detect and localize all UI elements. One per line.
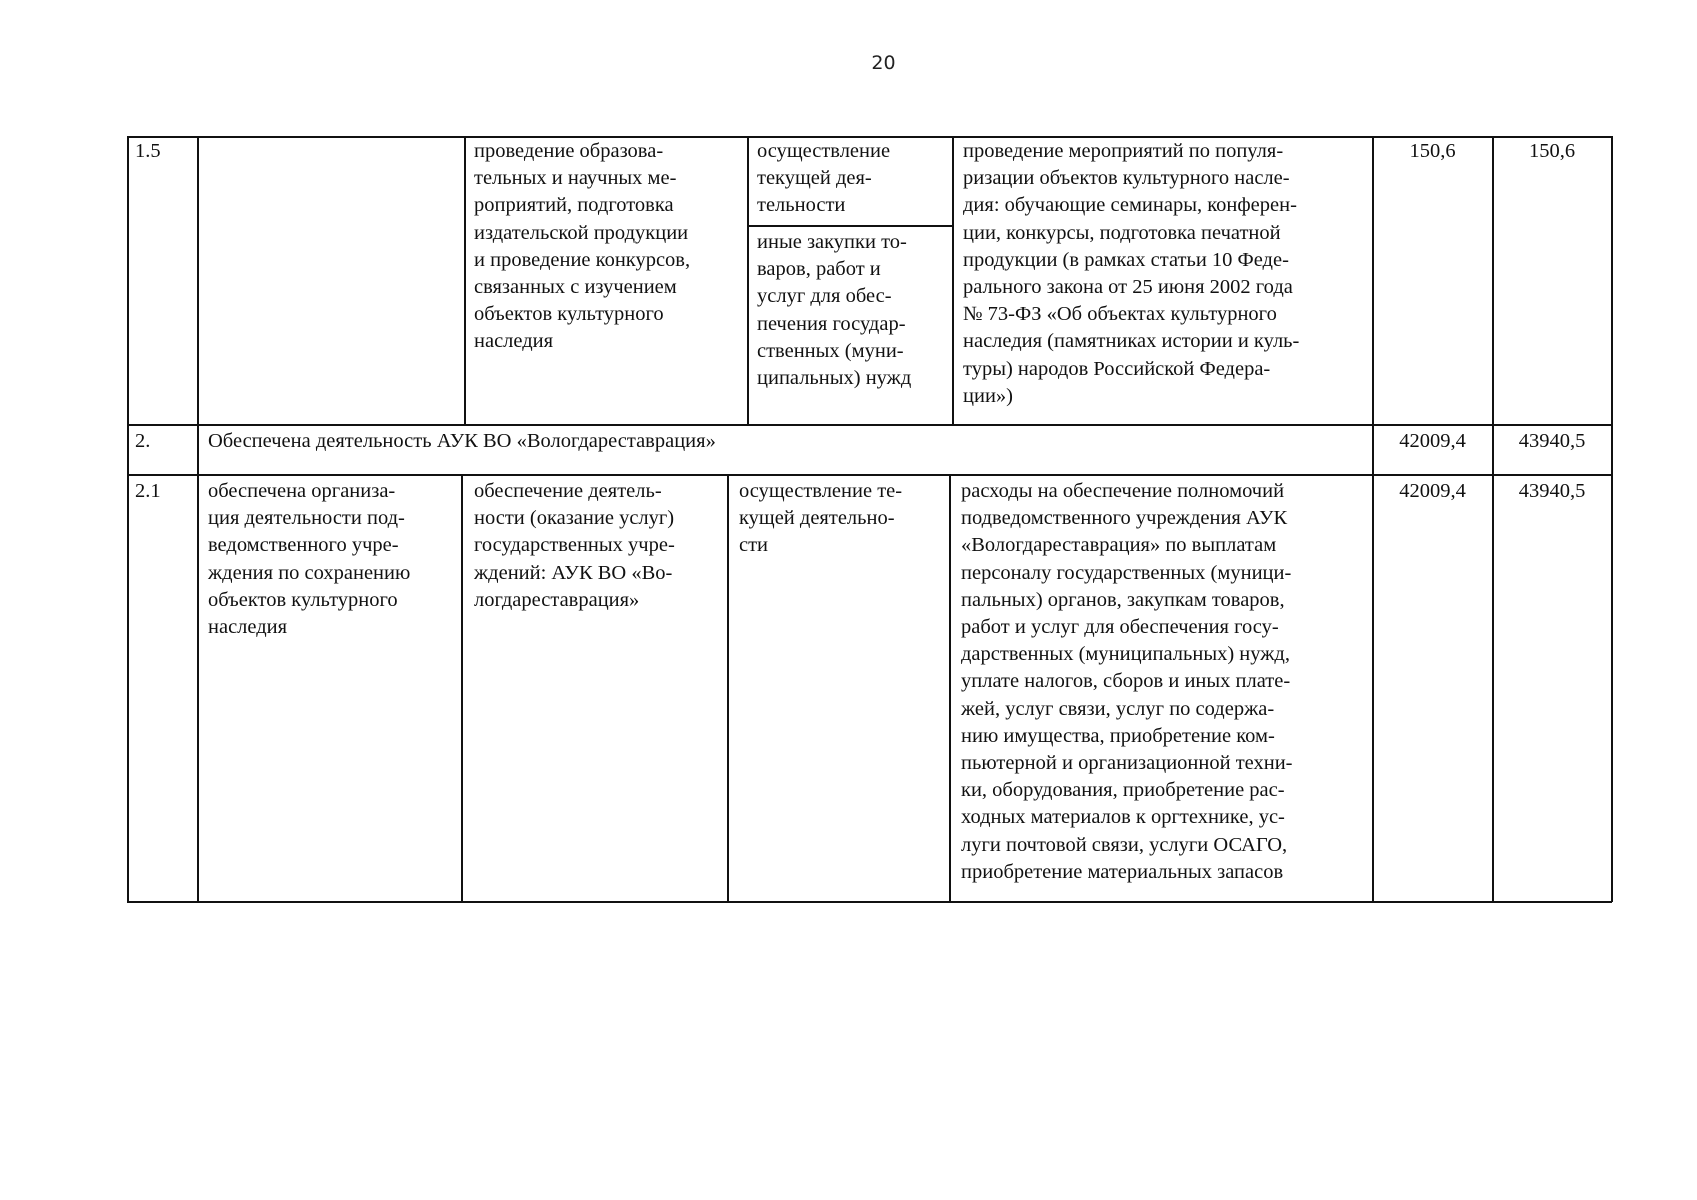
row-number: 2. [135, 430, 151, 452]
col-divider [1492, 136, 1494, 902]
col-divider [461, 474, 463, 902]
col-divider [1372, 136, 1374, 902]
amount-cell: 42009,4 [1399, 430, 1466, 452]
table-border-right [1611, 136, 1613, 902]
row-divider [127, 474, 1612, 476]
description-cell: проведение мероприятий по популя- ризации объектов культурного насле- дия: обучающие семинары, конферен- ции, конкурсы, подготовка печатной продукции (в рамках статьи 10 Феде- рального закона от 25 июня 2002 года № 73-ФЗ «Об объектах культурного наследия (памятниках истории и куль- туры) народов Российской Федера- ции») [963, 140, 1300, 407]
page-number: 20 [871, 52, 896, 74]
amount-cell: 150,6 [1409, 140, 1456, 162]
description-cell: расходы на обеспечение полномочий подведомственного учреждения АУК «Вологдареставрация» по выплатам персоналу государственных (муници- пальных) органов, закупкам товаров, работ и услуг для обеспечения госу- дарственных (муниципальных) нужд, уплате налогов, сборов и иных плате- жей, услуг связи, услуг по содержа- нию имущества, приобретение ком- пьютерной и организационной техни- ки, оборудования, приобретение рас- ходных материалов к оргтехнике, ус- луги почтовой связи, услуги ОСАГО, приобретение материальных запасов [961, 480, 1293, 883]
row-divider [127, 424, 1612, 426]
amount-cell: 150,6 [1528, 140, 1576, 162]
col-divider [464, 136, 466, 425]
col-divider [949, 474, 951, 902]
table-border-bottom [127, 901, 1612, 903]
row-number: 1.5 [135, 140, 161, 162]
section-title: Обеспечена деятельность АУК ВО «Вологдареставрация» [208, 430, 716, 452]
amount-cell: 42009,4 [1399, 480, 1466, 502]
table-border-left [127, 136, 129, 902]
measure-cell: обеспечение деятель- ности (оказание услуг) государственных учре- ждений: АУК ВО «Во- логдареставрация» [474, 480, 675, 611]
amount-cell: 43940,5 [1518, 480, 1586, 502]
result-cell: обеспечена организа- ция деятельности под- ведомственного учре- ждения по сохранению объектов культурного наследия [208, 480, 411, 639]
measure-cell: проведение образова- тельных и научных ме- роприятий, подготовка издательской продукции и проведение конкурсов, связанных с изучением объектов культурного наследия [474, 140, 691, 353]
budget-table [127, 136, 1612, 902]
row-number: 2.1 [135, 480, 161, 502]
expense-type-cell: иные закупки то- варов, работ и услуг для обес- печения государ- ственных (муни- ципальных) нужд [757, 231, 912, 390]
expense-type-cell: осуществление текущей дея- тельности [757, 140, 891, 217]
col-divider [727, 474, 729, 902]
col-divider [197, 136, 199, 902]
expense-type-cell: осуществление те- кущей деятельно- сти [739, 480, 903, 557]
subcell-divider [747, 225, 952, 227]
amount-cell: 43940,5 [1518, 430, 1586, 452]
col-divider [747, 136, 749, 425]
col-divider [952, 136, 954, 425]
